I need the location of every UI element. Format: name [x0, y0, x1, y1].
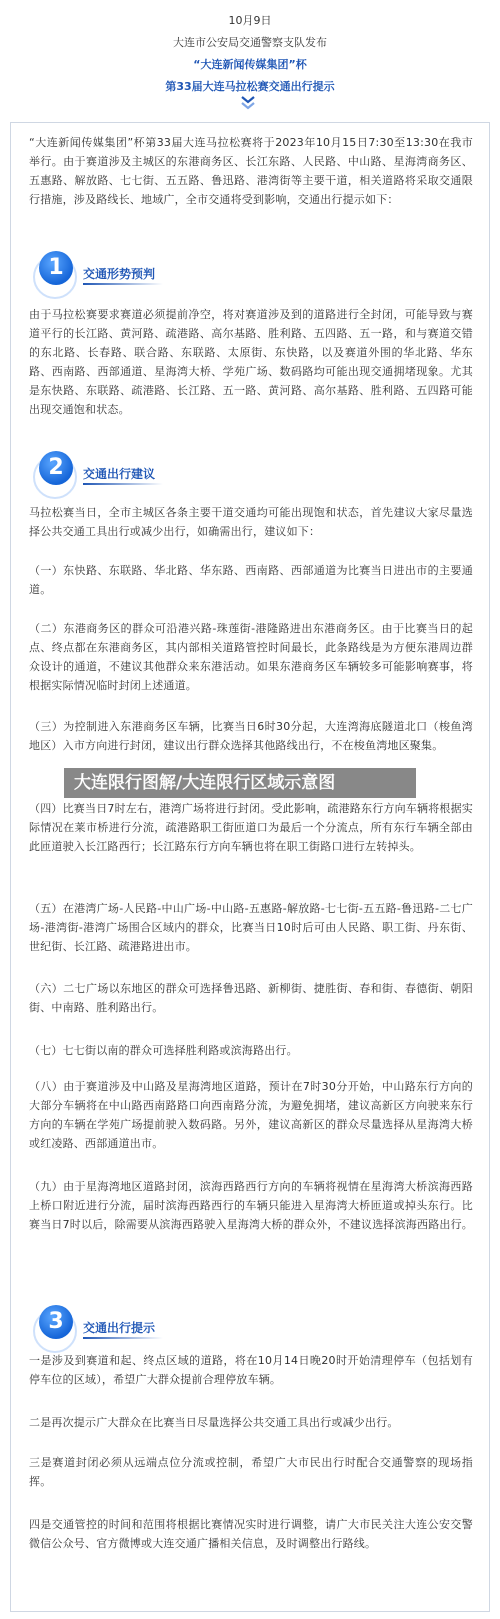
section-title-underline	[83, 283, 163, 285]
section-title: 交通出行提示	[83, 1321, 156, 1335]
advice-item-5: （五）在港湾广场-人民路-中山广场-中山路-五惠路-解放路-七七街-五五路-鲁迅路-二七广场-港湾街-港湾广场围合区域内的群众，比赛当日10时后可由人民路、职工街、丹东街、世纪街、长江路、疏港路进出市。	[29, 902, 473, 953]
notice-content-box	[10, 122, 490, 1612]
tip-item-3: 三是赛道封闭必须从远端点位分流或控制，希望广大市民出行时配合交通警察的现场指挥。	[29, 1456, 473, 1488]
section-1-heading	[29, 251, 329, 293]
section-number-badge: 1	[39, 251, 73, 285]
article-header	[0, 0, 500, 120]
section-title-underline	[83, 1337, 163, 1339]
tip-item-2: 二是再次提示广大群众在比赛当日尽量选择公共交通工具出行或减少出行。	[29, 1416, 399, 1429]
advice-item-9: （九）由于星海湾地区道路封闭，滨海西路西行方向的车辆将视情在星海湾大桥滨海西路上桥口附近进行分流，届时滨海西路西行的车辆只能进入星海湾大桥匝道或掉头东行。比赛当日7时以后，除需要从滨海西路驶入星海湾大桥的群众外，不建议选择滨海西路出行。	[29, 1180, 473, 1231]
headline: 第33届大连马拉松赛交通出行提示	[165, 80, 335, 93]
advice-item-8: （八）由于赛道涉及中山路及星海湾地区道路，预计在7时30分开始，中山路东行方向的大部分车辆将在中山路西南路路口向西南路分流，为避免拥堵，建议高新区方向驶来东行方向的车辆在学苑广场提前驶入数码路。另外，建议高新区的群众尽量选择从星海湾大桥或红凌路、西部通道出市。	[29, 1080, 473, 1150]
overlay-title-text: 大连限行图解/大连限行区域示意图	[74, 773, 336, 793]
section-number-badge: 2	[39, 451, 73, 485]
section-title: 交通出行建议	[83, 467, 156, 481]
publish-date: 10月9日	[228, 14, 272, 27]
section-number-badge: 3	[39, 1305, 73, 1339]
section-2-heading	[29, 451, 329, 493]
section-3-heading	[29, 1305, 329, 1347]
overlay-title-banner	[64, 768, 416, 798]
tip-item-4: 四是交通管控的时间和范围将根据比赛情况实时进行调整，请广大市民关注大连公安交警微信公众号、官方微博或大连交通广播相关信息，及时调整出行路线。	[29, 1518, 473, 1550]
intro-paragraph: “大连新闻传媒集团”杯第33届大连马拉松赛将于2023年10月15日7:30至13:30在我市举行。由于赛道涉及主城区的东港商务区、长江东路、人民路、中山路、星海湾商务区、五惠路、解放路、七七街、五五路、鲁迅路、港湾街等主要干道，相关道路将采取交通限行措施，涉及路线长、地域广，全市交通将受到影响，交通出行提示如下：	[29, 136, 473, 206]
advice-item-3: （三）为控制进入东港商务区车辆，比赛当日6时30分起，大连湾海底隧道北口（梭鱼湾地区）入市方向进行封闭，建议出行群众选择其他路线出行，不在梭鱼湾地区聚集。	[29, 720, 473, 752]
advice-item-4: （四）比赛当日7时左右，港湾广场将进行封闭。受此影响，疏港路东行方向车辆将根据实际情况在莱市桥进行分流，疏港路职工街匝道口为最后一个分流点，所有东行车辆全部由此匝道驶入长江路西行；长江路东行方向车辆也将在职工街路口进行左转掉头。	[29, 802, 473, 853]
tip-item-1: 一是涉及到赛道和起、终点区域的道路，将在10月14日晚20时开始清理停车（包括划有停车位的区域），希望广大群众提前合理停放车辆。	[29, 1354, 473, 1386]
advice-item-6: （六）二七广场以东地区的群众可选择鲁迅路、新柳街、捷胜街、春和街、春德街、朝阳街、中南路、胜利路出行。	[29, 982, 473, 1014]
advice-item-1: （一）东快路、东联路、华北路、华东路、西南路、西部通道为比赛当日进出市的主要通道。	[29, 564, 473, 596]
advice-item-7: （七）七七街以南的群众可选择胜利路或滨海路出行。	[29, 1044, 298, 1057]
advice-item-2: （二）东港商务区的群众可沿港兴路-珠莲街-港隆路进出东港商务区。由于比赛当日的起点、终点都在东港商务区，其内部相关道路管控时间最长，此条路线是为方便东港周边群众设计的通道，不建议其他群众来东港活动。如果东港商务区车辆较多可能影响赛事，将根据实际情况临时封闭上述通道。	[29, 622, 473, 692]
double-chevron-down-icon	[240, 96, 256, 110]
issuer-line: 大连市公安局交通警察支队发布	[173, 36, 327, 49]
section-1-paragraph: 由于马拉松赛要求赛道必须提前净空，将对赛道涉及到的道路进行全封闭，可能导致与赛道平行的长江路、黄河路、疏港路、高尔基路、胜利路、五四路、五一路，和与赛道交错的东北路、长春路、联合路、东联路、太原街、东快路，以及赛道外围的华北路、华东路、西南路、西部通道、星海湾大桥、学苑广场、数码路均可能出现交通拥堵现象。尤其是东快路、东联路、疏港路、长江路、五一路、黄河路、高尔基路、胜利路、五四路可能出现交通饱和状态。	[29, 308, 473, 416]
section-2-intro-paragraph: 马拉松赛当日，全市主城区各条主要干道交通均可能出现饱和状态，首先建议大家尽量选择公共交通工具出行或减少出行，如确需出行，建议如下：	[29, 506, 473, 538]
section-title: 交通形势预判	[83, 267, 156, 281]
cup-title: “大连新闻传媒集团”杯	[193, 58, 307, 71]
section-title-underline	[83, 483, 163, 485]
